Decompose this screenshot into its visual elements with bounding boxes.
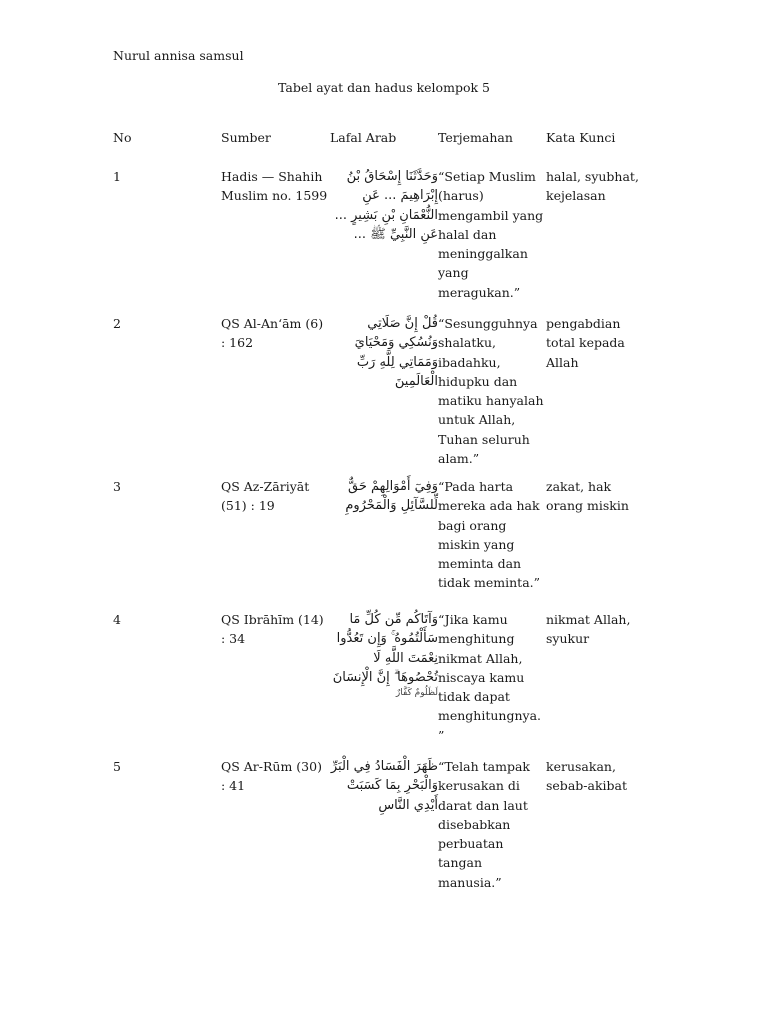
row-arabic-cell [330, 610, 438, 757]
row-translation: “Sesungguhnya shalatku, ibadahku, hidupku dan matiku hanyalah untuk Allah, Tuhan seluruh alam.” [438, 316, 544, 467]
row-keywords: halal, syubhat, kejelasan [546, 169, 639, 204]
row-translation: “Pada harta mereka ada hak bagi orang miskin yang meminta dan tidak meminta.” [438, 479, 541, 591]
table-header-row [113, 128, 643, 167]
row-source: Hadis — Shahih Muslim no. 1599 [221, 169, 328, 204]
row-keywords: zakat, hak orang miskin [546, 479, 629, 514]
document-title: Tabel ayat dan hadus kelompok 5 [278, 80, 490, 95]
table-row [113, 477, 643, 610]
row-keywords: kerusakan, sebab-akibat [546, 759, 627, 794]
row-arabic-note: لَظَلُومٌ كَفَّارٌ [395, 688, 438, 699]
table-row [113, 610, 643, 757]
table-row [113, 757, 643, 897]
header-keywords: Kata Kunci [546, 130, 616, 145]
row-no: 3 [113, 479, 121, 494]
row-source: QS Az-Zāriyāt (51) : 19 [221, 479, 310, 514]
row-arabic: قُلْ إِنَّ صَلَاتِي وَنُسُكِي وَمَحْيَايَ وَمَمَاتِي لِلَّهِ رَبِّ الْعَالَمِينَ [354, 316, 438, 389]
header-source: Sumber [221, 130, 271, 145]
row-arabic: وَحَدَّثَنَا إِسْحَاقُ بْنُ إِبْرَاهِيمَ ... عَنِ النُّعْمَانِ بْنِ بَشِيرٍ ... عَنِ النَّبِيِّ ﷺ ... [334, 169, 438, 242]
header-translation: Terjemahan [438, 130, 513, 145]
table-row [113, 314, 643, 477]
row-no: 2 [113, 316, 121, 331]
header-arabic: Lafal Arab [330, 130, 397, 145]
row-source: QS Ar-Rūm (30) : 41 [221, 759, 322, 794]
author-name: Nurul annisa samsul [113, 48, 244, 63]
table-row [113, 167, 643, 314]
row-keywords: pengabdian total kepada Allah [546, 316, 625, 370]
row-no: 1 [113, 169, 121, 184]
row-arabic: وَآتَاكُم مِّن كُلِّ مَا سَأَلْتُمُوهُ ۚ وَإِن تَعُدُّوا نِعْمَتَ اللَّهِ لَا تُحْصُوهَا ۗ إِنَّ الْإِنسَانَ [332, 612, 438, 685]
row-translation: “Telah tampak kerusakan di darat dan laut disebabkan perbuatan tangan manusia.” [438, 759, 530, 890]
row-source: QS Ibrāhīm (14) : 34 [221, 612, 324, 647]
row-translation: “Jika kamu menghitung nikmat Allah, niscaya kamu tidak dapat menghitungnya.” [438, 612, 542, 743]
verse-hadith-table [113, 128, 643, 897]
row-no: 5 [113, 759, 121, 774]
row-arabic: وَفِيٓ أَمْوَالِهِمْ حَقٌّ لِّلسَّآئِلِ وَالْمَحْرُومِ [345, 479, 438, 514]
row-arabic: ظَهَرَ الْفَسَادُ فِي الْبَرِّ وَالْبَحْرِ بِمَا كَسَبَتْ أَيْدِي النَّاسِ [330, 759, 438, 813]
row-translation: “Setiap Muslim (harus) mengambil yang halal dan meninggalkan yang meragukan.” [438, 169, 544, 300]
header-no: No [113, 130, 132, 145]
row-no: 4 [113, 612, 121, 627]
row-keywords: nikmat Allah, syukur [546, 612, 631, 647]
row-source: QS Al-An‘ām (6) : 162 [221, 316, 324, 351]
